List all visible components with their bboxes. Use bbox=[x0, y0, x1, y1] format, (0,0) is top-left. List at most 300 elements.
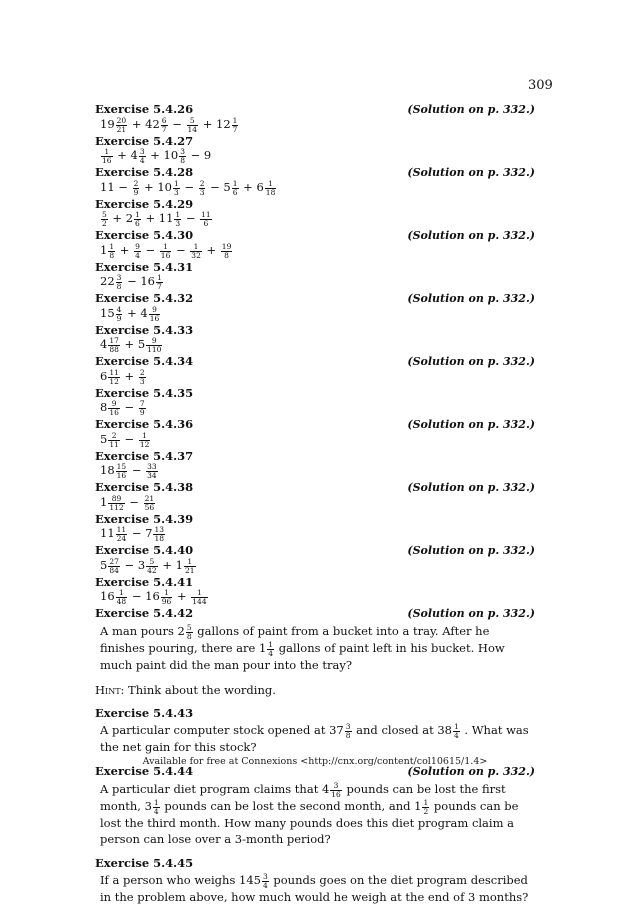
fraction-denominator: 21 bbox=[184, 565, 195, 575]
exercise-heading bbox=[95, 197, 535, 211]
fraction-numerator: 1 bbox=[157, 273, 162, 282]
fraction bbox=[330, 782, 342, 798]
expression-text: + 10 bbox=[146, 148, 179, 162]
fraction bbox=[232, 117, 239, 133]
exercise-title: Exercise 5.4.37 bbox=[95, 449, 194, 463]
exercise-title: Exercise 5.4.40 bbox=[95, 543, 194, 557]
fraction-denominator: 7 bbox=[161, 124, 167, 134]
fraction-numerator: 11 bbox=[116, 525, 127, 534]
expression-text: + 10 bbox=[140, 180, 172, 194]
exercise-list bbox=[95, 101, 535, 905]
solution-link[interactable]: (Solution on p. 332.) bbox=[407, 355, 535, 368]
fraction bbox=[161, 589, 173, 605]
fraction bbox=[108, 337, 120, 353]
fraction bbox=[186, 624, 193, 640]
expression-text: 4 bbox=[100, 337, 108, 351]
fraction-numerator: 1 bbox=[139, 432, 151, 441]
exercise-title: Exercise 5.4.44 bbox=[95, 764, 194, 778]
fraction-denominator: 96 bbox=[161, 596, 172, 606]
fraction-numerator: 89 bbox=[108, 495, 124, 504]
exercise-heading bbox=[95, 856, 535, 870]
expression-text: − bbox=[120, 432, 138, 446]
exercise-heading bbox=[95, 512, 535, 526]
exercise-title: Exercise 5.4.42 bbox=[95, 606, 194, 620]
exercise-heading bbox=[95, 706, 535, 720]
solution-link[interactable]: (Solution on p. 332.) bbox=[407, 481, 535, 494]
fraction-denominator: 6 bbox=[232, 187, 238, 197]
fraction bbox=[422, 799, 429, 815]
expression-text: − bbox=[125, 495, 143, 509]
exercise-title: Exercise 5.4.27 bbox=[95, 134, 194, 148]
exercise-heading bbox=[95, 134, 535, 148]
fraction-numerator: 1 bbox=[161, 589, 173, 598]
fraction-numerator: 1 bbox=[453, 722, 459, 731]
fraction-denominator: 8 bbox=[180, 155, 185, 165]
expression-text: 18 bbox=[100, 463, 115, 477]
fraction bbox=[146, 337, 162, 353]
fraction-denominator: 16 bbox=[116, 470, 127, 480]
expression-text: + 11 bbox=[141, 211, 174, 225]
fraction-denominator: 12 bbox=[109, 376, 119, 386]
fraction-numerator: 2 bbox=[108, 432, 120, 441]
fraction-numerator: 1 bbox=[109, 242, 115, 251]
fraction-denominator: 3 bbox=[173, 187, 179, 197]
expression-text: 5 bbox=[100, 432, 108, 446]
exercise-title: Exercise 5.4.32 bbox=[95, 291, 194, 305]
expression-text: 11 bbox=[100, 526, 115, 540]
expression-text: + 6 bbox=[239, 180, 264, 194]
fraction-numerator: 9 bbox=[146, 337, 162, 346]
expression-text: + 4 bbox=[123, 306, 148, 320]
expression-text: − bbox=[180, 180, 198, 194]
fraction-numerator: 1 bbox=[232, 116, 238, 125]
expression-text: − bbox=[128, 463, 146, 477]
fraction-denominator: 24 bbox=[116, 533, 127, 543]
exercise-item bbox=[95, 134, 535, 164]
exercise-heading bbox=[95, 449, 535, 463]
fraction-denominator: 4 bbox=[139, 155, 145, 165]
exercise-item bbox=[95, 197, 535, 227]
exercise-item bbox=[95, 165, 535, 196]
solution-link[interactable]: (Solution on p. 332.) bbox=[407, 607, 535, 620]
solution-link[interactable]: (Solution on p. 332.) bbox=[407, 166, 535, 179]
fraction-numerator: 15 bbox=[116, 462, 127, 471]
expression-text: pounds can be lost the second month, and 1 bbox=[160, 799, 422, 813]
exercise-title: Exercise 5.4.39 bbox=[95, 512, 194, 526]
exercise-item bbox=[95, 354, 535, 385]
exercise-title: Exercise 5.4.45 bbox=[95, 856, 194, 870]
exercise-heading bbox=[95, 543, 535, 558]
fraction bbox=[108, 400, 120, 416]
fraction-denominator: 84 bbox=[109, 565, 119, 575]
fraction bbox=[190, 243, 202, 259]
fraction-denominator: 7 bbox=[232, 124, 238, 134]
fraction bbox=[139, 400, 146, 416]
exercise-expression bbox=[95, 589, 535, 605]
fraction bbox=[345, 723, 352, 739]
exercise-heading bbox=[95, 606, 535, 621]
fraction-numerator: 17 bbox=[109, 336, 119, 345]
solution-link[interactable]: (Solution on p. 332.) bbox=[407, 229, 535, 242]
expression-text: − 16 bbox=[128, 589, 160, 603]
fraction-denominator: 112 bbox=[109, 502, 124, 512]
exercise-heading bbox=[95, 260, 535, 274]
fraction-denominator: 2 bbox=[423, 806, 429, 816]
fraction-numerator: 1 bbox=[232, 179, 238, 188]
fraction bbox=[187, 117, 199, 133]
exercise-expression bbox=[95, 306, 535, 322]
fraction-denominator: 4 bbox=[135, 250, 140, 260]
expression-text: − bbox=[141, 243, 159, 257]
expression-text: gallons of paint from a bucket into a tray. After he finishes pouring, there are 1 bbox=[100, 624, 490, 655]
fraction-numerator: 5 bbox=[186, 623, 192, 632]
fraction-numerator: 20 bbox=[116, 116, 127, 125]
fraction-denominator: 16 bbox=[109, 407, 119, 417]
exercise-expression bbox=[95, 243, 535, 259]
fraction bbox=[184, 558, 196, 574]
fraction-numerator: 21 bbox=[144, 494, 155, 503]
fraction-denominator: 4 bbox=[453, 730, 459, 740]
exercise-expression bbox=[95, 400, 535, 416]
exercise-heading bbox=[95, 165, 535, 180]
fraction-denominator: 16 bbox=[160, 250, 171, 260]
fraction bbox=[179, 148, 186, 164]
expression-text: + 12 bbox=[199, 117, 231, 131]
word-problem-text bbox=[95, 872, 535, 905]
fraction-numerator: 1 bbox=[101, 148, 113, 157]
fraction bbox=[144, 495, 156, 511]
fraction bbox=[267, 641, 274, 657]
expression-text: + bbox=[120, 369, 138, 383]
fraction bbox=[139, 432, 151, 448]
exercise-expression bbox=[95, 148, 535, 164]
fraction-denominator: 8 bbox=[116, 281, 122, 291]
expression-text: gallons of paint left in his bucket. How much paint did the man pour into the tray? bbox=[100, 641, 505, 672]
fraction bbox=[101, 148, 113, 164]
fraction-numerator: 3 bbox=[330, 782, 342, 791]
exercise-item bbox=[95, 543, 535, 574]
fraction bbox=[133, 180, 140, 196]
exercise-title: Exercise 5.4.28 bbox=[95, 165, 194, 179]
fraction-numerator: 9 bbox=[149, 306, 161, 315]
fraction-denominator: 4 bbox=[268, 648, 274, 658]
fraction bbox=[265, 180, 277, 196]
expression-text: 1 bbox=[100, 495, 108, 509]
word-problem-text bbox=[95, 781, 535, 847]
footer-availability: Available for free at Connexions <http://cnx.org/content/col10615/1.4> bbox=[142, 756, 488, 767]
fraction-numerator: 11 bbox=[109, 368, 119, 377]
expression-text: − 3 bbox=[120, 558, 146, 572]
fraction-denominator: 34 bbox=[147, 470, 157, 480]
fraction-denominator: 7 bbox=[157, 281, 162, 291]
exercise-item bbox=[95, 323, 535, 353]
fraction-denominator: 9 bbox=[133, 187, 139, 197]
exercise-heading bbox=[95, 575, 535, 589]
fraction-denominator: 4 bbox=[153, 806, 159, 816]
fraction-denominator: 12 bbox=[139, 439, 150, 449]
exercise-title: Exercise 5.4.35 bbox=[95, 386, 194, 400]
expression-text: A particular computer stock opened at 37 bbox=[100, 723, 344, 737]
solution-link[interactable]: (Solution on p. 332.) bbox=[407, 544, 535, 557]
fraction bbox=[108, 369, 120, 385]
exercise-expression bbox=[95, 495, 535, 511]
fraction-denominator: 16 bbox=[102, 155, 112, 165]
fraction-numerator: 1 bbox=[191, 589, 207, 598]
exercise-expression bbox=[95, 369, 535, 385]
exercise-item bbox=[95, 417, 535, 448]
expression-text: A man pours 2 bbox=[100, 624, 185, 638]
fraction bbox=[139, 369, 146, 385]
fraction-numerator: 5 bbox=[146, 558, 158, 567]
fraction-denominator: 32 bbox=[191, 250, 201, 260]
fraction bbox=[116, 463, 128, 479]
fraction-numerator: 13 bbox=[154, 525, 164, 534]
exercise-expression bbox=[95, 180, 535, 196]
expression-text: A particular diet program claims that 4 bbox=[100, 782, 330, 796]
exercise-expression bbox=[95, 274, 535, 290]
fraction bbox=[199, 180, 206, 196]
exercise-item bbox=[95, 512, 535, 542]
word-problem-item bbox=[95, 606, 535, 697]
expression-text: + bbox=[116, 243, 134, 257]
fraction bbox=[156, 274, 163, 290]
exercise-expression bbox=[95, 117, 535, 133]
fraction-denominator: 11 bbox=[109, 439, 119, 449]
fraction-numerator: 2 bbox=[199, 179, 205, 188]
fraction-denominator: 110 bbox=[147, 344, 162, 354]
expression-text: − 5 bbox=[206, 180, 231, 194]
exercise-title: Exercise 5.4.34 bbox=[95, 354, 194, 368]
fraction bbox=[116, 306, 123, 322]
fraction-denominator: 8 bbox=[109, 250, 115, 260]
fraction-numerator: 9 bbox=[108, 400, 120, 409]
fraction bbox=[160, 243, 172, 259]
expression-text: 22 bbox=[100, 274, 115, 288]
expression-text: − bbox=[168, 117, 186, 131]
fraction-numerator: 5 bbox=[187, 117, 199, 126]
exercise-item bbox=[95, 102, 535, 133]
expression-text: pounds goes on the diet program described in the problem above, how much would he weigh at the end of 3 months? bbox=[100, 873, 529, 904]
fraction-numerator: 1 bbox=[184, 558, 196, 567]
fraction-denominator: 3 bbox=[139, 376, 145, 386]
expression-text: + 1 bbox=[158, 558, 183, 572]
fraction bbox=[173, 180, 180, 196]
fraction-denominator: 144 bbox=[192, 596, 207, 606]
fraction bbox=[232, 180, 239, 196]
fraction-numerator: 1 bbox=[160, 243, 172, 252]
fraction-numerator: 1 bbox=[190, 243, 202, 252]
exercise-title: Exercise 5.4.33 bbox=[95, 323, 194, 337]
word-problem-text bbox=[95, 623, 535, 673]
exercise-title: Exercise 5.4.26 bbox=[95, 102, 194, 116]
fraction-denominator: 6 bbox=[203, 218, 209, 228]
exercise-item bbox=[95, 260, 535, 290]
fraction-numerator: 9 bbox=[135, 242, 140, 251]
expression-text: 11 − bbox=[100, 180, 132, 194]
fraction-numerator: 5 bbox=[102, 210, 107, 219]
fraction bbox=[108, 558, 120, 574]
exercise-item bbox=[95, 575, 535, 605]
fraction-numerator: 3 bbox=[345, 722, 351, 731]
exercise-expression bbox=[95, 463, 535, 479]
fraction bbox=[146, 463, 158, 479]
fraction-denominator: 9 bbox=[116, 313, 122, 323]
expression-text: − 9 bbox=[186, 148, 212, 162]
exercise-heading bbox=[95, 386, 535, 400]
expression-text: + 5 bbox=[120, 337, 146, 351]
expression-text: . What was the net gain for this stock? bbox=[100, 723, 529, 754]
expression-text: If a person who weighs 145 bbox=[100, 873, 261, 887]
fraction-numerator: 1 bbox=[423, 798, 429, 807]
fraction-numerator: 2 bbox=[133, 179, 139, 188]
page-number: 309 bbox=[528, 78, 553, 93]
exercise-item bbox=[95, 449, 535, 479]
exercise-expression bbox=[95, 337, 535, 353]
fraction-denominator: 42 bbox=[147, 565, 157, 575]
word-problem-text bbox=[95, 722, 535, 755]
fraction-denominator: 8 bbox=[186, 631, 192, 641]
word-problem-item bbox=[95, 755, 535, 847]
hint-text: : Think about the wording. bbox=[120, 683, 276, 697]
exercise-heading bbox=[95, 480, 535, 495]
fraction-denominator: 88 bbox=[109, 344, 119, 354]
expression-text: + bbox=[173, 589, 191, 603]
fraction bbox=[108, 243, 115, 259]
expression-text: pounds can be lost the third month. How many pounds does this diet program claim a person can lose over a 3-month period? bbox=[100, 799, 519, 846]
solution-link[interactable]: (Solution on p. 332.) bbox=[407, 418, 535, 431]
expression-text: 15 bbox=[100, 306, 115, 320]
word-problem-item bbox=[95, 697, 535, 755]
fraction-numerator: 3 bbox=[180, 147, 185, 156]
fraction bbox=[221, 243, 233, 259]
expression-text: + 4 bbox=[113, 148, 138, 162]
fraction bbox=[108, 432, 120, 448]
fraction-numerator: 1 bbox=[135, 210, 140, 219]
expression-text: 19 bbox=[100, 117, 115, 131]
exercise-heading bbox=[95, 354, 535, 369]
expression-text: − bbox=[172, 243, 190, 257]
fraction-numerator: 1 bbox=[265, 180, 277, 189]
expression-text: 1 bbox=[100, 243, 108, 257]
exercise-heading bbox=[95, 323, 535, 337]
exercise-heading bbox=[95, 228, 535, 243]
exercise-item bbox=[95, 291, 535, 322]
fraction bbox=[101, 211, 108, 227]
expression-text: + 2 bbox=[108, 211, 134, 225]
expression-text: 8 bbox=[100, 400, 108, 414]
fraction bbox=[134, 211, 141, 227]
exercise-title: Exercise 5.4.30 bbox=[95, 228, 194, 242]
expression-text: − bbox=[120, 400, 138, 414]
fraction-numerator: 1 bbox=[268, 640, 274, 649]
fraction-numerator: 27 bbox=[109, 557, 119, 566]
expression-text: 5 bbox=[100, 558, 108, 572]
fraction-numerator: 4 bbox=[116, 305, 122, 314]
fraction-numerator: 1 bbox=[173, 179, 179, 188]
exercise-expression bbox=[95, 526, 535, 542]
exercise-expression bbox=[95, 211, 535, 227]
fraction-denominator: 4 bbox=[262, 880, 268, 890]
exercise-title: Exercise 5.4.38 bbox=[95, 480, 194, 494]
exercise-title: Exercise 5.4.31 bbox=[95, 260, 194, 274]
fraction-denominator: 21 bbox=[116, 124, 127, 134]
exercise-title: Exercise 5.4.43 bbox=[95, 706, 194, 720]
solution-link[interactable]: (Solution on p. 332.) bbox=[407, 292, 535, 305]
fraction-numerator: 2 bbox=[139, 368, 145, 377]
fraction-denominator: 18 bbox=[154, 533, 164, 543]
exercise-heading bbox=[95, 417, 535, 432]
exercise-heading bbox=[95, 291, 535, 306]
fraction bbox=[116, 589, 128, 605]
fraction bbox=[153, 526, 165, 542]
exercise-title: Exercise 5.4.29 bbox=[95, 197, 194, 211]
exercise-item bbox=[95, 480, 535, 511]
fraction bbox=[153, 799, 160, 815]
fraction-numerator: 1 bbox=[153, 798, 159, 807]
fraction bbox=[116, 117, 128, 133]
expression-text: + bbox=[202, 243, 220, 257]
hint bbox=[95, 683, 535, 697]
word-problem-item bbox=[95, 847, 535, 905]
expression-text: − bbox=[182, 211, 200, 225]
fraction-denominator: 2 bbox=[102, 218, 107, 228]
fraction-denominator: 14 bbox=[187, 124, 198, 134]
fraction bbox=[174, 211, 181, 227]
fraction bbox=[108, 495, 124, 511]
expression-text: − 16 bbox=[123, 274, 156, 288]
expression-text: − 7 bbox=[128, 526, 153, 540]
expression-text: 16 bbox=[100, 589, 115, 603]
exercise-expression bbox=[95, 432, 535, 448]
fraction-denominator: 3 bbox=[199, 187, 205, 197]
fraction bbox=[139, 148, 146, 164]
fraction bbox=[116, 274, 123, 290]
solution-link[interactable]: (Solution on p. 332.) bbox=[407, 103, 535, 116]
fraction-denominator: 56 bbox=[144, 502, 155, 512]
fraction bbox=[262, 873, 269, 889]
fraction-numerator: 1 bbox=[175, 210, 181, 219]
expression-text: + 42 bbox=[128, 117, 160, 131]
exercise-item bbox=[95, 228, 535, 259]
fraction-denominator: 8 bbox=[345, 730, 351, 740]
fraction-numerator: 7 bbox=[139, 399, 145, 408]
fraction bbox=[134, 243, 141, 259]
exercise-heading bbox=[95, 102, 535, 117]
exercise-expression bbox=[95, 558, 535, 574]
fraction-denominator: 16 bbox=[331, 789, 341, 799]
fraction bbox=[200, 211, 212, 227]
fraction bbox=[161, 117, 168, 133]
expression-text: pounds can be lost the first month, 3 bbox=[100, 782, 506, 813]
fraction bbox=[453, 723, 460, 739]
fraction bbox=[146, 558, 158, 574]
exercise-title: Exercise 5.4.36 bbox=[95, 417, 194, 431]
expression-text: and closed at 38 bbox=[352, 723, 452, 737]
fraction-numerator: 11 bbox=[201, 210, 211, 219]
fraction-numerator: 3 bbox=[262, 872, 268, 881]
fraction-denominator: 18 bbox=[265, 187, 276, 197]
fraction-denominator: 16 bbox=[149, 313, 160, 323]
fraction bbox=[149, 306, 161, 322]
fraction-denominator: 3 bbox=[175, 218, 181, 228]
fraction-numerator: 6 bbox=[161, 116, 167, 125]
fraction bbox=[116, 526, 128, 542]
hint-label: Hint bbox=[95, 683, 121, 697]
fraction-denominator: 9 bbox=[139, 407, 145, 417]
fraction-denominator: 8 bbox=[224, 250, 229, 260]
solution-link[interactable]: (Solution on p. 332.) bbox=[407, 765, 535, 778]
fraction-numerator: 1 bbox=[116, 589, 128, 598]
